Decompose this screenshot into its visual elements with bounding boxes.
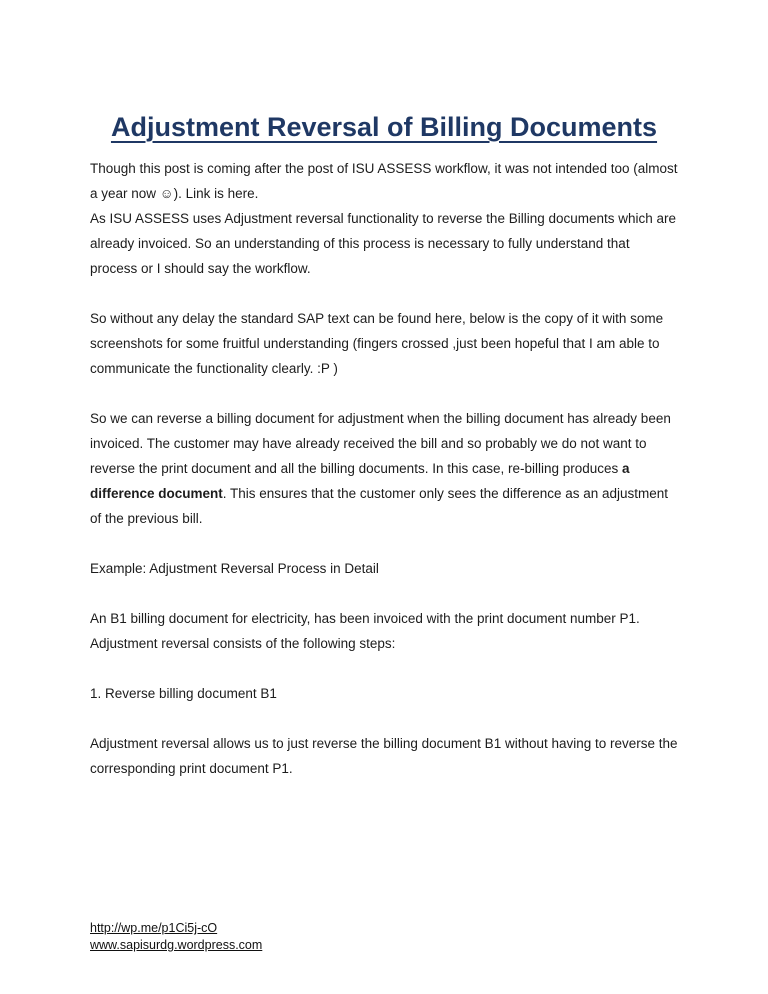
difference-document-bold-text: a difference document bbox=[90, 461, 630, 501]
footer bbox=[90, 920, 262, 954]
paragraph-difference-part1: So we can reverse a billing document for adjustment when the billing document has already been invoiced. The customer may have already received the bill and so probably we do not want to reverse the print document and all the billing documents. In this case, re-billing produces bbox=[90, 411, 671, 476]
paragraph-isu-assess: As ISU ASSESS uses Adjustment reversal functionality to reverse the Billing documents which are already invoiced. So an understanding of this process is necessary to fully understand that process or I should say the workflow. bbox=[90, 211, 677, 276]
footer-shortlink[interactable]: http://wp.me/p1Ci5j-cO bbox=[90, 921, 218, 935]
paragraph-sap-text: So without any delay the standard SAP text can be found here, below is the copy of it with some screenshots for some fruitful understanding (fingers crossed ,just been hopeful that I am able to communicate the functionality clearly. :P ) bbox=[90, 311, 664, 376]
paragraph-difference-document bbox=[90, 406, 680, 531]
paragraph-difference-part2: . This ensures that the customer only sees the difference as an adjustment of the previous bill. bbox=[90, 486, 669, 526]
paragraph-example-heading: Example: Adjustment Reversal Process in Detail bbox=[90, 561, 379, 576]
page-title: Adjustment Reversal of Billing Documents bbox=[110, 112, 658, 143]
paragraph-b1-billing: An B1 billing document for electricity, has been invoiced with the print document number P1. Adjustment reversal consists of the following steps: bbox=[90, 611, 640, 651]
paragraph-intro: Though this post is coming after the post of ISU ASSESS workflow, it was not intended too (almost a year now ☺). Link is here. bbox=[90, 161, 678, 201]
footer-blog-link[interactable]: www.sapisurdg.wordpress.com bbox=[90, 938, 263, 952]
document-body bbox=[90, 156, 680, 806]
paragraph-step-1: 1. Reverse billing document B1 bbox=[90, 686, 277, 701]
paragraph-adjustment-reversal: Adjustment reversal allows us to just reverse the billing document B1 without having to reverse the corresponding print document P1. bbox=[90, 736, 678, 776]
